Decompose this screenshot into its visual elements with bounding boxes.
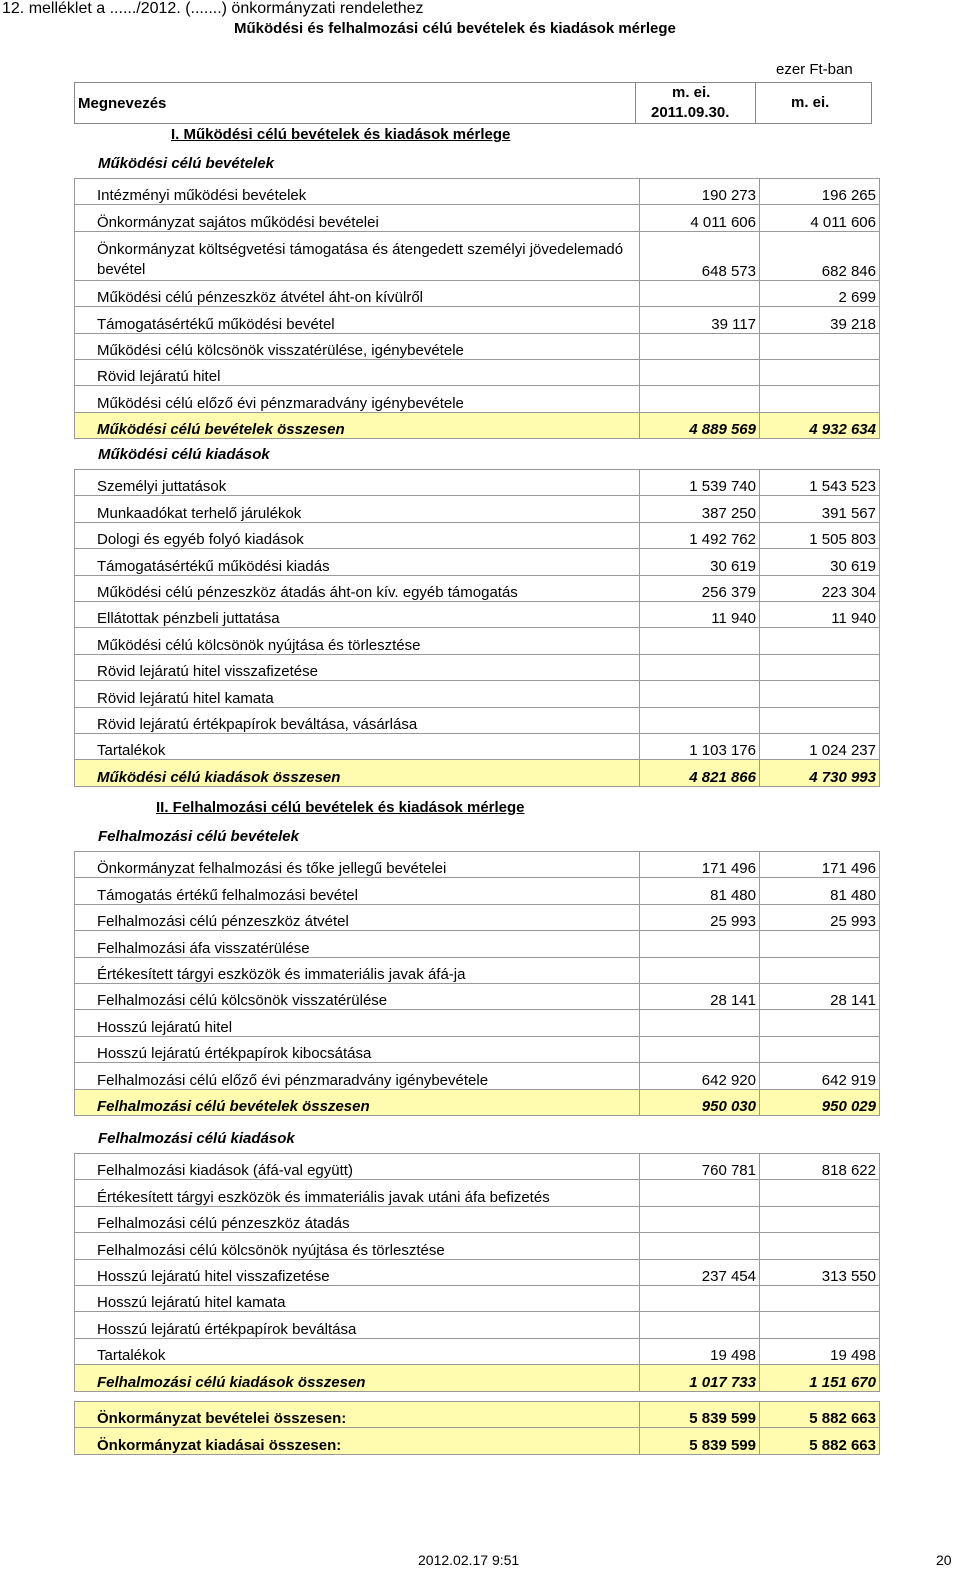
table-row	[75, 1233, 880, 1259]
row-value-2: 5 882 663	[760, 1428, 880, 1454]
row-value-2: 391 567	[760, 496, 880, 522]
grand-total-table	[74, 1401, 880, 1455]
row-label: Ellátottak pénzbeli juttatása	[75, 601, 640, 627]
table-row	[75, 628, 880, 654]
row-label: Felhalmozási célú pénzeszköz átvétel	[75, 904, 640, 930]
row-label: Rövid lejáratú értékpapírok beváltása, vásárlása	[75, 707, 640, 733]
table-row	[75, 983, 880, 1009]
section-2-expense-table	[74, 1153, 880, 1392]
row-value-2: 11 940	[760, 601, 880, 627]
row-value-2	[760, 333, 880, 359]
table-row	[75, 733, 880, 759]
row-value-2: 5 882 663	[760, 1402, 880, 1428]
row-value-1: 28 141	[640, 983, 760, 1009]
column-header-1-line-1: m. ei.	[672, 84, 711, 101]
page-number: 20	[936, 1552, 952, 1568]
table-row	[75, 1063, 880, 1089]
row-value-2	[760, 359, 880, 385]
table-row	[75, 179, 880, 205]
table-row	[75, 575, 880, 601]
table-row	[75, 1402, 880, 1428]
section-1-revenue-table	[74, 178, 880, 439]
total-row	[75, 760, 880, 786]
row-label: Személyi juttatások	[75, 470, 640, 496]
row-value-2: 1 505 803	[760, 522, 880, 548]
table-row	[75, 280, 880, 306]
table-row	[75, 470, 880, 496]
table-row	[75, 957, 880, 983]
row-label: Felhalmozási áfa visszatérülése	[75, 931, 640, 957]
table-row	[75, 601, 880, 627]
row-value-1: 256 379	[640, 575, 760, 601]
row-value-1	[640, 681, 760, 707]
total-row	[75, 412, 880, 438]
row-value-2	[760, 1285, 880, 1311]
column-header-box	[74, 82, 872, 124]
row-value-2: 642 919	[760, 1063, 880, 1089]
row-value-1: 642 920	[640, 1063, 760, 1089]
table-row	[75, 333, 880, 359]
row-value-1: 1 103 176	[640, 733, 760, 759]
row-value-1: 4 011 606	[640, 205, 760, 231]
table-row	[75, 231, 880, 280]
total-value-2: 4 730 993	[760, 760, 880, 786]
row-value-1: 5 839 599	[640, 1428, 760, 1454]
row-value-2: 19 498	[760, 1338, 880, 1364]
row-value-1: 5 839 599	[640, 1402, 760, 1428]
row-label: Önkormányzat felhalmozási és tőke jellegű bevételei	[75, 852, 640, 878]
table-row	[75, 852, 880, 878]
table-row	[75, 878, 880, 904]
table-row	[75, 681, 880, 707]
unit-label: ezer Ft-ban	[776, 61, 853, 78]
row-value-2	[760, 1010, 880, 1036]
column-header-1-line-2: 2011.09.30.	[651, 104, 730, 121]
row-value-2: 1 024 237	[760, 733, 880, 759]
row-value-2	[760, 931, 880, 957]
table-row	[75, 1338, 880, 1364]
row-value-2	[760, 386, 880, 412]
table-row	[75, 904, 880, 930]
row-label: Értékesített tárgyi eszközök és immateriális javak áfá-ja	[75, 957, 640, 983]
row-value-1: 81 480	[640, 878, 760, 904]
table-row	[75, 1206, 880, 1232]
row-label: Munkaadókat terhelő járulékok	[75, 496, 640, 522]
row-value-1	[640, 1285, 760, 1311]
row-label: Rövid lejáratú hitel	[75, 359, 640, 385]
row-value-1: 171 496	[640, 852, 760, 878]
row-value-1	[640, 1036, 760, 1062]
total-row	[75, 1089, 880, 1115]
total-label: Működési célú bevételek összesen	[75, 412, 640, 438]
row-value-2: 25 993	[760, 904, 880, 930]
section-2-expense-group: Felhalmozási célú kiadások	[98, 1130, 295, 1147]
row-label: Tartalékok	[75, 1338, 640, 1364]
row-value-1	[640, 333, 760, 359]
row-label: Hosszú lejáratú értékpapírok kibocsátása	[75, 1036, 640, 1062]
row-value-2: 818 622	[760, 1154, 880, 1180]
row-label: Felhalmozási célú előző évi pénzmaradvány igénybevétele	[75, 1063, 640, 1089]
section-1-title: I. Működési célú bevételek és kiadások mérlege	[171, 126, 511, 143]
row-label: Önkormányzat sajátos működési bevételei	[75, 205, 640, 231]
row-value-1: 11 940	[640, 601, 760, 627]
footer-date: 2012.02.17 9:51	[418, 1552, 520, 1568]
row-value-1	[640, 1206, 760, 1232]
total-value-1: 4 889 569	[640, 412, 760, 438]
row-value-1: 190 273	[640, 179, 760, 205]
row-label: Rövid lejáratú hitel kamata	[75, 681, 640, 707]
total-value-2: 1 151 670	[760, 1365, 880, 1391]
total-row	[75, 1365, 880, 1391]
row-label: Működési célú pénzeszköz átadás áht-on kív. egyéb támogatás	[75, 575, 640, 601]
table-row	[75, 549, 880, 575]
row-value-1: 39 117	[640, 307, 760, 333]
row-value-1	[640, 707, 760, 733]
row-label: Intézményi működési bevételek	[75, 179, 640, 205]
row-value-1	[640, 1233, 760, 1259]
row-label: Működési célú pénzeszköz átvétel áht-on kívülről	[75, 280, 640, 306]
row-value-1	[640, 931, 760, 957]
row-value-1	[640, 957, 760, 983]
total-value-2: 950 029	[760, 1089, 880, 1115]
row-value-2	[760, 1312, 880, 1338]
column-header-name: Megnevezés	[78, 95, 167, 112]
row-value-1: 760 781	[640, 1154, 760, 1180]
row-label: Támogatás értékű felhalmozási bevétel	[75, 878, 640, 904]
table-row	[75, 1428, 880, 1454]
total-value-1: 950 030	[640, 1089, 760, 1115]
row-value-2	[760, 681, 880, 707]
row-label: Működési célú kölcsönök nyújtása és törlesztése	[75, 628, 640, 654]
section-2-revenue-group: Felhalmozási célú bevételek	[98, 828, 299, 845]
row-label: Értékesített tárgyi eszközök és immateriális javak utáni áfa befizetés	[75, 1180, 640, 1206]
row-value-1: 25 993	[640, 904, 760, 930]
total-label: Felhalmozási célú bevételek összesen	[75, 1089, 640, 1115]
total-value-1: 4 821 866	[640, 760, 760, 786]
row-label: Működési célú kölcsönök visszatérülése, igénybevétele	[75, 333, 640, 359]
row-label: Önkormányzat bevételei összesen:	[75, 1402, 640, 1428]
row-label: Hosszú lejáratú hitel kamata	[75, 1285, 640, 1311]
table-row	[75, 205, 880, 231]
row-value-1	[640, 1010, 760, 1036]
row-value-2: 2 699	[760, 280, 880, 306]
total-value-2: 4 932 634	[760, 412, 880, 438]
row-value-1: 648 573	[640, 231, 760, 280]
row-value-1	[640, 1312, 760, 1338]
column-header-2: m. ei.	[791, 94, 830, 111]
section-1-revenue-group: Működési célú bevételek	[98, 155, 274, 172]
row-value-1	[640, 654, 760, 680]
row-label: Támogatásértékű működési kiadás	[75, 549, 640, 575]
row-label: Önkormányzat kiadásai összesen:	[75, 1428, 640, 1454]
row-label: Önkormányzat költségvetési támogatása és átengedett személyi jövedelemadó bevétel	[75, 231, 640, 280]
section-2-title: II. Felhalmozási célú bevételek és kiadások mérlege	[156, 799, 525, 816]
table-row	[75, 1036, 880, 1062]
table-row	[75, 1154, 880, 1180]
table-row	[75, 1285, 880, 1311]
document-title: Működési és felhalmozási célú bevételek és kiadások mérlege	[234, 20, 676, 37]
row-label: Hosszú lejáratú hitel	[75, 1010, 640, 1036]
row-value-2: 196 265	[760, 179, 880, 205]
table-row	[75, 1312, 880, 1338]
row-label: Tartalékok	[75, 733, 640, 759]
row-value-2: 1 543 523	[760, 470, 880, 496]
total-value-1: 1 017 733	[640, 1365, 760, 1391]
table-row	[75, 386, 880, 412]
table-row	[75, 1010, 880, 1036]
row-value-2	[760, 1233, 880, 1259]
row-value-2: 4 011 606	[760, 205, 880, 231]
section-1-expense-group: Működési célú kiadások	[98, 446, 270, 463]
table-row	[75, 359, 880, 385]
row-value-1	[640, 1180, 760, 1206]
row-value-2: 223 304	[760, 575, 880, 601]
row-value-2: 28 141	[760, 983, 880, 1009]
section-1-expense-table	[74, 469, 880, 787]
table-row	[75, 1180, 880, 1206]
row-value-1	[640, 359, 760, 385]
row-value-2	[760, 957, 880, 983]
table-row	[75, 307, 880, 333]
row-value-2	[760, 1180, 880, 1206]
row-value-2	[760, 628, 880, 654]
row-label: Hosszú lejáratú értékpapírok beváltása	[75, 1312, 640, 1338]
table-row	[75, 496, 880, 522]
row-value-1: 387 250	[640, 496, 760, 522]
row-value-1: 19 498	[640, 1338, 760, 1364]
row-value-2: 30 619	[760, 549, 880, 575]
row-label: Felhalmozási kiadások (áfá-val együtt)	[75, 1154, 640, 1180]
row-value-2	[760, 1206, 880, 1232]
row-value-2: 313 550	[760, 1259, 880, 1285]
row-label: Felhalmozási célú kölcsönök visszatérülése	[75, 983, 640, 1009]
row-value-1	[640, 386, 760, 412]
table-row	[75, 931, 880, 957]
section-2-revenue-table	[74, 851, 880, 1116]
row-label: Rövid lejáratú hitel visszafizetése	[75, 654, 640, 680]
total-label: Felhalmozási célú kiadások összesen	[75, 1365, 640, 1391]
row-value-1: 30 619	[640, 549, 760, 575]
header-line-1: 12. melléklet a ....../2012. (.......) önkormányzati rendelethez	[2, 0, 424, 17]
row-value-1: 237 454	[640, 1259, 760, 1285]
row-value-1	[640, 280, 760, 306]
row-value-2: 682 846	[760, 231, 880, 280]
row-value-1: 1 492 762	[640, 522, 760, 548]
table-row	[75, 654, 880, 680]
row-label: Dologi és egyéb folyó kiadások	[75, 522, 640, 548]
row-value-1: 1 539 740	[640, 470, 760, 496]
row-value-2: 81 480	[760, 878, 880, 904]
row-label: Hosszú lejáratú hitel visszafizetése	[75, 1259, 640, 1285]
row-value-1	[640, 628, 760, 654]
row-value-2: 171 496	[760, 852, 880, 878]
row-value-2: 39 218	[760, 307, 880, 333]
row-value-2	[760, 654, 880, 680]
table-row	[75, 522, 880, 548]
row-label: Támogatásértékű működési bevétel	[75, 307, 640, 333]
row-value-2	[760, 1036, 880, 1062]
row-value-2	[760, 707, 880, 733]
table-row	[75, 707, 880, 733]
row-label: Működési célú előző évi pénzmaradvány igénybevétele	[75, 386, 640, 412]
row-label: Felhalmozási célú pénzeszköz átadás	[75, 1206, 640, 1232]
row-label: Felhalmozási célú kölcsönök nyújtása és törlesztése	[75, 1233, 640, 1259]
table-row	[75, 1259, 880, 1285]
total-label: Működési célú kiadások összesen	[75, 760, 640, 786]
